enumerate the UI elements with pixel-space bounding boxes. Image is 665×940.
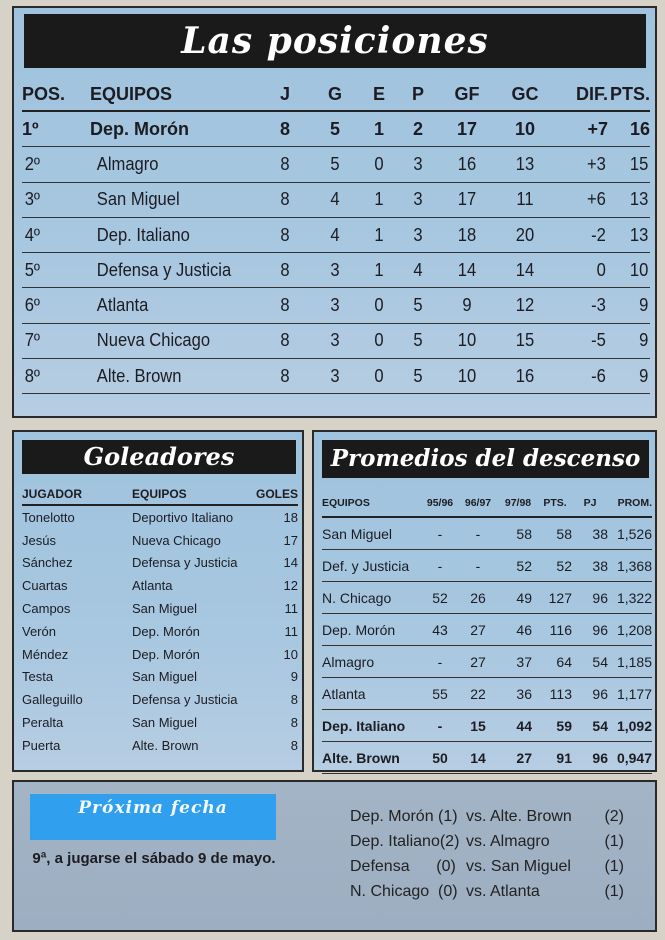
table-row	[22, 323, 650, 358]
table-row	[22, 505, 298, 529]
cell-team: Atlanta	[97, 288, 253, 323]
home-team: Dep. Morón (1)	[350, 808, 458, 825]
cell-player: Jesús	[22, 532, 56, 548]
averages-title: Promedios del descenso	[322, 440, 649, 478]
header-pj: PJ	[572, 490, 608, 517]
cell-played: 54	[572, 646, 608, 678]
table-row	[322, 646, 652, 678]
header-jugador: JUGADOR	[22, 486, 132, 505]
positions-header-row	[22, 78, 650, 111]
cell-team: Atlanta	[131, 578, 173, 594]
cell-won: 5	[312, 147, 358, 182]
table-row	[22, 253, 650, 288]
cell-team: Dep. Morón	[322, 614, 422, 646]
header-pts: PTS.	[538, 490, 572, 517]
positions-table	[22, 78, 650, 394]
cell-season-9798: 52	[498, 550, 538, 582]
cell-played: 8	[262, 253, 308, 288]
cell-played: 96	[572, 742, 608, 774]
cell-player: Puerta	[22, 737, 61, 753]
averages-header-row	[322, 490, 652, 517]
cell-goals-for: 17	[438, 111, 496, 147]
cell-lost: 5	[400, 359, 437, 394]
cell-season-9798: 49	[498, 582, 538, 614]
cell-played: 8	[262, 359, 308, 394]
cell-goal-diff: +6	[556, 182, 606, 217]
header-dif: DIF.	[554, 78, 608, 111]
cell-season-9697: 22	[458, 678, 498, 710]
cell-goals: 18	[283, 509, 298, 525]
cell-points: 116	[538, 614, 572, 646]
scorers-header-row	[22, 486, 298, 505]
table-row	[22, 359, 650, 394]
cell-season-9596: -	[422, 710, 458, 742]
cell-goal-diff: +7	[554, 111, 608, 147]
table-row	[322, 582, 652, 614]
cell-team: Alte. Brown	[131, 737, 199, 753]
cell-played: 8	[260, 111, 310, 147]
table-row	[22, 111, 650, 147]
cell-team: San Miguel	[131, 715, 198, 731]
home-team: Defensa (0)	[350, 858, 456, 875]
cell-points: 64	[538, 646, 572, 678]
cell-won: 3	[312, 323, 358, 358]
cell-player: Sánchez	[22, 555, 73, 571]
next-round-title: Próxima fecha	[30, 794, 276, 840]
header-j: J	[260, 78, 310, 111]
cell-drawn: 0	[362, 323, 397, 358]
next-round-panel	[12, 780, 657, 932]
cell-goals: 8	[290, 692, 298, 708]
cell-team: Dep. Morón	[131, 623, 200, 639]
cell-points: 58	[538, 517, 572, 550]
cell-season-9697: 15	[458, 710, 498, 742]
cell-player: Galleguillo	[22, 692, 83, 708]
cell-played: 54	[572, 710, 608, 742]
cell-average: 1,092	[608, 710, 652, 742]
cell-team: Dep. Morón	[131, 646, 200, 662]
cell-team: Dep. Italiano	[97, 217, 253, 252]
header-g: G	[310, 78, 360, 111]
cell-team: Almagro	[322, 646, 422, 678]
cell-lost: 3	[400, 217, 437, 252]
cell-team: Alte. Brown	[97, 359, 253, 394]
cell-team: Alte. Brown	[322, 742, 422, 774]
cell-season-9697: 14	[458, 742, 498, 774]
cell-played: 96	[572, 678, 608, 710]
cell-season-9697: -	[458, 517, 498, 550]
cell-goals-against: 12	[498, 288, 551, 323]
header-equipos: EQUIPOS	[322, 490, 422, 517]
match-row	[350, 804, 630, 829]
cell-played: 8	[262, 217, 308, 252]
cell-drawn: 1	[360, 111, 398, 147]
cell-goal-diff: -3	[556, 288, 606, 323]
header-equipos: EQUIPOS	[132, 486, 256, 505]
cell-played: 8	[262, 182, 308, 217]
header-goles: GOLES	[256, 486, 298, 505]
cell-points: 91	[538, 742, 572, 774]
table-row	[22, 529, 298, 552]
cell-team: Nueva Chicago	[131, 532, 221, 548]
cell-team: Almagro	[97, 147, 253, 182]
cell-season-9596: -	[422, 550, 458, 582]
cell-goals: 9	[290, 669, 298, 685]
cell-won: 3	[312, 288, 358, 323]
header-pos: POS.	[22, 78, 90, 111]
cell-team: San Miguel	[97, 182, 253, 217]
cell-points: 127	[538, 582, 572, 614]
table-row	[22, 643, 298, 666]
cell-player: Méndez	[22, 646, 69, 662]
cell-average: 1,208	[608, 614, 652, 646]
header-gc: GC	[496, 78, 554, 111]
table-row	[22, 620, 298, 643]
away-goals: (2)	[604, 808, 624, 825]
cell-lost: 5	[400, 288, 437, 323]
cell-season-9596: -	[422, 517, 458, 550]
cell-pos: 2º	[25, 147, 88, 182]
header-gf: GF	[438, 78, 496, 111]
cell-pos: 1º	[22, 111, 90, 147]
cell-season-9596: 50	[422, 742, 458, 774]
table-row	[22, 711, 298, 734]
cell-points: 13	[610, 217, 649, 252]
cell-season-9596: -	[422, 646, 458, 678]
cell-lost: 3	[400, 182, 437, 217]
header-9596: 95/96	[422, 490, 458, 517]
cell-goal-diff: -2	[556, 217, 606, 252]
cell-drawn: 1	[362, 217, 397, 252]
cell-average: 0,947	[608, 742, 652, 774]
averages-panel	[312, 430, 657, 772]
cell-won: 4	[312, 182, 358, 217]
header-equipos: EQUIPOS	[90, 78, 260, 111]
away-team: vs. Atlanta	[466, 883, 540, 900]
cell-team: Nueva Chicago	[97, 323, 253, 358]
cell-goals-against: 16	[498, 359, 551, 394]
cell-drawn: 0	[362, 359, 397, 394]
cell-drawn: 0	[362, 288, 397, 323]
table-row	[322, 742, 652, 774]
cell-average: 1,526	[608, 517, 652, 550]
cell-lost: 2	[398, 111, 438, 147]
cell-lost: 4	[400, 253, 437, 288]
cell-team: San Miguel	[131, 669, 198, 685]
cell-goal-diff: -5	[556, 323, 606, 358]
cell-drawn: 0	[362, 147, 397, 182]
cell-points: 15	[610, 147, 649, 182]
cell-lost: 5	[400, 323, 437, 358]
cell-season-9596: 52	[422, 582, 458, 614]
cell-pos: 5º	[25, 253, 88, 288]
cell-player: Peralta	[22, 715, 64, 731]
header-pts: PTS.	[608, 78, 650, 111]
cell-goals-against: 20	[498, 217, 551, 252]
cell-average: 1,322	[608, 582, 652, 614]
cell-team: Deportivo Italiano	[131, 509, 234, 525]
cell-pos: 6º	[25, 288, 88, 323]
table-row	[322, 550, 652, 582]
cell-points: 59	[538, 710, 572, 742]
cell-goals-against: 13	[498, 147, 551, 182]
table-row	[22, 217, 650, 252]
cell-played: 96	[572, 614, 608, 646]
scorers-title: Goleadores	[22, 440, 296, 474]
cell-player: Cuartas	[22, 578, 68, 594]
cell-player: Campos	[22, 601, 71, 617]
cell-pos: 4º	[25, 217, 88, 252]
cell-points: 9	[610, 323, 649, 358]
away-team: vs. Alte. Brown	[466, 808, 572, 825]
table-row	[22, 574, 298, 597]
cell-season-9798: 36	[498, 678, 538, 710]
cell-goals-for: 17	[440, 182, 493, 217]
table-row	[22, 688, 298, 711]
cell-goals-against: 14	[498, 253, 551, 288]
cell-goals: 14	[283, 555, 298, 571]
cell-season-9596: 43	[422, 614, 458, 646]
positions-title: Las posiciones	[24, 14, 646, 68]
cell-lost: 3	[400, 147, 437, 182]
table-row	[22, 666, 298, 689]
cell-team: N. Chicago	[322, 582, 422, 614]
cell-goals-for: 16	[440, 147, 493, 182]
table-row	[322, 517, 652, 550]
cell-average: 1,185	[608, 646, 652, 678]
cell-season-9697: -	[458, 550, 498, 582]
scorers-panel	[12, 430, 304, 772]
table-row	[322, 614, 652, 646]
cell-drawn: 1	[362, 253, 397, 288]
cell-season-9798: 37	[498, 646, 538, 678]
cell-points: 10	[610, 253, 649, 288]
averages-table	[322, 490, 652, 774]
cell-goals: 11	[284, 601, 298, 617]
cell-season-9798: 46	[498, 614, 538, 646]
cell-points: 16	[608, 111, 650, 147]
cell-season-9798: 27	[498, 742, 538, 774]
cell-played: 96	[572, 582, 608, 614]
cell-team: San Miguel	[131, 601, 198, 617]
cell-goals: 8	[290, 737, 298, 753]
cell-goals-against: 11	[498, 182, 551, 217]
cell-season-9596: 55	[422, 678, 458, 710]
cell-team: Defensa y Justicia	[131, 692, 238, 708]
match-row	[350, 829, 630, 854]
cell-goals-for: 10	[440, 323, 493, 358]
away-goals: (1)	[604, 883, 624, 900]
cell-team: Defensa y Justicia	[97, 253, 253, 288]
cell-goals: 10	[283, 646, 298, 662]
cell-goals: 12	[283, 578, 298, 594]
cell-season-9697: 26	[458, 582, 498, 614]
table-row	[22, 597, 298, 620]
cell-won: 5	[310, 111, 360, 147]
cell-played: 8	[262, 323, 308, 358]
cell-played: 38	[572, 550, 608, 582]
cell-goals-against: 15	[498, 323, 551, 358]
cell-won: 3	[312, 253, 358, 288]
cell-team: Defensa y Justicia	[131, 555, 238, 571]
home-team: N. Chicago (0)	[350, 883, 458, 900]
cell-pos: 8º	[25, 359, 88, 394]
cell-pos: 7º	[25, 323, 88, 358]
header-e: E	[360, 78, 398, 111]
cell-goals: 8	[290, 715, 298, 731]
cell-player: Testa	[22, 669, 54, 685]
cell-won: 4	[312, 217, 358, 252]
cell-goals-for: 9	[440, 288, 493, 323]
cell-drawn: 1	[362, 182, 397, 217]
cell-team: Dep. Morón	[90, 111, 260, 147]
table-row	[322, 710, 652, 742]
cell-won: 3	[312, 359, 358, 394]
cell-player: Tonelotto	[22, 509, 75, 525]
away-team: vs. Almagro	[466, 833, 550, 850]
cell-played: 8	[262, 288, 308, 323]
table-row	[22, 147, 650, 182]
cell-team: Dep. Italiano	[322, 710, 422, 742]
cell-pos: 3º	[25, 182, 88, 217]
header-9697: 96/97	[458, 490, 498, 517]
match-row	[350, 854, 630, 879]
cell-season-9798: 44	[498, 710, 538, 742]
table-row	[22, 552, 298, 575]
away-team: vs. San Miguel	[466, 858, 571, 875]
cell-goals-against: 10	[496, 111, 554, 147]
cell-goal-diff: -6	[556, 359, 606, 394]
scorers-table	[22, 486, 298, 757]
cell-team: Atlanta	[322, 678, 422, 710]
cell-team: Def. y Justicia	[322, 550, 422, 582]
cell-goals: 11	[284, 623, 298, 639]
cell-goals-for: 18	[440, 217, 493, 252]
cell-team: San Miguel	[322, 517, 422, 550]
cell-goals-for: 14	[440, 253, 493, 288]
table-row	[322, 678, 652, 710]
cell-goal-diff: +3	[556, 147, 606, 182]
header-9798: 97/98	[498, 490, 538, 517]
cell-points: 9	[610, 359, 649, 394]
cell-points: 9	[610, 288, 649, 323]
cell-average: 1,368	[608, 550, 652, 582]
table-row	[22, 734, 298, 757]
cell-goals-for: 10	[440, 359, 493, 394]
cell-played: 8	[262, 147, 308, 182]
cell-points: 52	[538, 550, 572, 582]
away-goals: (1)	[604, 833, 624, 850]
away-goals: (1)	[604, 858, 624, 875]
cell-played: 38	[572, 517, 608, 550]
cell-player: Verón	[22, 623, 56, 639]
cell-season-9697: 27	[458, 646, 498, 678]
home-team: Dep. Italiano(2)	[350, 833, 460, 850]
cell-goals: 17	[283, 532, 298, 548]
cell-points: 113	[538, 678, 572, 710]
cell-season-9697: 27	[458, 614, 498, 646]
cell-points: 13	[610, 182, 649, 217]
next-round-date: 9ª, a jugarse el sábado 9 de mayo.	[32, 850, 276, 867]
matches-list	[350, 804, 630, 904]
cell-goal-diff: 0	[556, 253, 606, 288]
table-row	[22, 288, 650, 323]
cell-season-9798: 58	[498, 517, 538, 550]
positions-panel	[12, 6, 657, 418]
header-prom: PROM.	[608, 490, 652, 517]
header-p: P	[398, 78, 438, 111]
match-row	[350, 879, 630, 904]
cell-average: 1,177	[608, 678, 652, 710]
table-row	[22, 182, 650, 217]
